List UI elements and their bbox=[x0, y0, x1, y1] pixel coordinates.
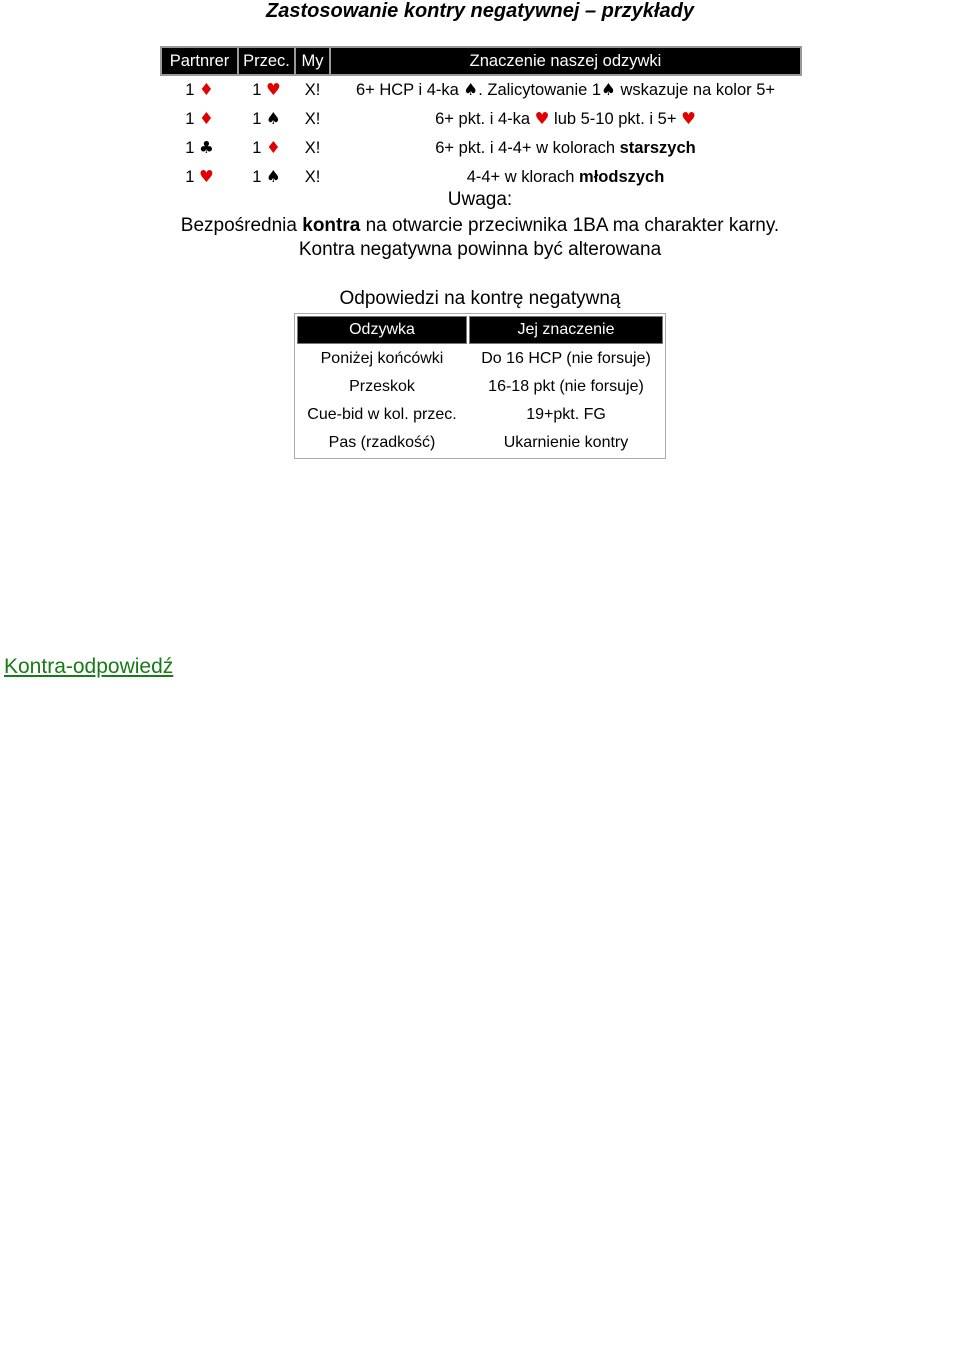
col-header-partner: Partnrer bbox=[161, 47, 238, 75]
diamond-icon: ♦ bbox=[198, 80, 214, 99]
heart-icon: ♥ bbox=[534, 109, 550, 128]
col-header-meaning: Jej znaczenie bbox=[469, 316, 663, 344]
note-line-2: Kontra negatywna powinna być alterowana bbox=[298, 239, 662, 260]
note-heading: Uwaga: bbox=[447, 189, 513, 210]
club-icon: ♣ bbox=[198, 138, 214, 157]
table-row: Poniżej końcówki Do 16 HCP (nie forsuje) bbox=[320, 350, 651, 367]
table-row: Przeskok 16-18 pkt (nie forsuje) bbox=[349, 378, 644, 395]
note-line-1: Bezpośrednia kontra na otwarcie przeciwnika 1BA ma charakter karny. bbox=[180, 215, 780, 236]
spade-icon: ♠ bbox=[463, 80, 479, 99]
col-header-opponent: Przec. bbox=[238, 47, 295, 75]
col-header-us: My bbox=[295, 47, 330, 75]
heart-icon: ♥ bbox=[681, 109, 696, 128]
responses-table bbox=[294, 313, 666, 459]
table-row: 1 ♥ 1 ♠ X! 4-4+ w klorach młodszych bbox=[161, 163, 801, 192]
spade-icon: ♠ bbox=[265, 109, 281, 128]
spade-icon: ♠ bbox=[601, 80, 616, 99]
table-row: 1 ♣ 1 ♦ X! 6+ pkt. i 4-4+ w kolorach starszych bbox=[161, 134, 801, 163]
col-header-meaning: Znaczenie naszej odzywki bbox=[330, 47, 801, 75]
table-row: 1 ♦ 1 ♥ X! 6+ HCP i 4-ka ♠. Zalicytowanie 1♠ wskazuje na kolor 5+ bbox=[161, 75, 801, 105]
page-title: Zastosowanie kontry negatywnej – przykłady bbox=[266, 0, 694, 22]
table-row: Pas (rzadkość) Ukarnienie kontry bbox=[328, 434, 629, 451]
col-header-bid: Odzywka bbox=[297, 316, 467, 344]
heart-icon: ♥ bbox=[265, 80, 281, 99]
diamond-icon: ♦ bbox=[198, 109, 214, 128]
section-heading-link[interactable]: Kontra-odpowiedź bbox=[4, 655, 174, 678]
diamond-icon: ♦ bbox=[265, 138, 281, 157]
table-row: 1 ♦ 1 ♠ X! 6+ pkt. i 4-ka ♥ lub 5-10 pkt. i 5+ ♥ bbox=[161, 105, 801, 134]
page-bottom bbox=[0, 1346, 960, 1347]
bidding-examples-table bbox=[160, 46, 802, 192]
table-row: Cue-bid w kol. przec. 19+pkt. FG bbox=[307, 406, 606, 423]
responses-table-title: Odpowiedzi na kontrę negatywną bbox=[339, 288, 621, 309]
spade-icon: ♠ bbox=[265, 167, 281, 186]
heart-icon: ♥ bbox=[198, 167, 214, 186]
